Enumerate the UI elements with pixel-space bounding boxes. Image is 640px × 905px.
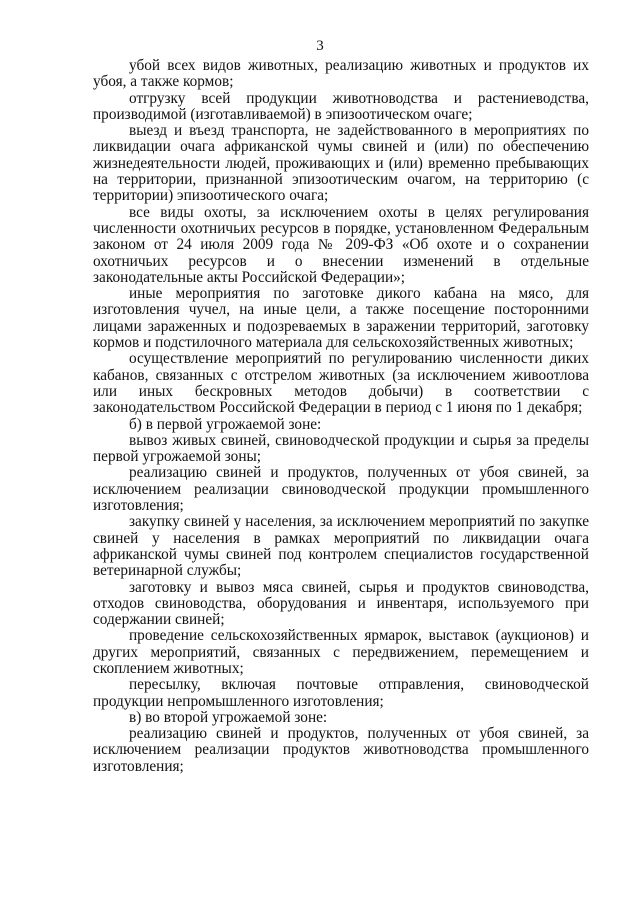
page-number: 3 (316, 38, 324, 54)
paragraph-shipment: отгрузку всей продукции животноводства и растениеводства, производимой (изготавливаемой) в эпизоотическом очаге; (93, 89, 589, 123)
paragraph-live-pig-export: вывоз живых свиней, свиноводческой продукции и сырья за пределы первой угрожаемой зоны; (93, 431, 589, 466)
paragraph-fairs: проведение сельскохозяйственных ярмарок, выставок (аукционов) и других мероприятий, связанных с передвижением, перемещением и скоплением животных; (93, 627, 589, 677)
heading-second-threat-zone: в) во второй угрожаемой зоне: (129, 708, 328, 726)
paragraph-boar-harvest: иные мероприятия по заготовке дикого кабана на мясо, для изготовления чучел, на иные цели, а также посещение посторонними лицами зараженных и подозреваемых в заражении территорий, заготовку кормов и подстилочного материала для сельскохозяйственных животных; (93, 285, 589, 352)
paragraph-pig-sales: реализацию свиней и продуктов, полученных от убоя свиней, за исключением реализации свиноводческой продукции промышленного изготовления; (93, 464, 589, 515)
heading-first-threat-zone: б) в первой угрожаемой зоне: (129, 415, 322, 433)
document-body (93, 58, 589, 775)
paragraph-slaughter: убой всех видов животных, реализацию животных и продуктов их убоя, а также кормов; (93, 57, 589, 91)
paragraph-mailing: пересылку, включая почтовые отправления, свиноводческой продукции непромышленного изготовления; (93, 676, 589, 710)
paragraph-boar-regulation: осуществление мероприятий по регулированию численности диких кабанов, связанных с отстрелом животных (за исключением живоотлова или иных бескровных методов добычи) в соответствии с законодательством Российской Федерации в период с 1 июня по 1 декабря; (93, 350, 589, 417)
paragraph-transport: выезд и въезд транспорта, не задействованного в мероприятиях по ликвидации очага африканской чумы свиней и (или) по обеспечению жизнедеятельности людей, проживающих и (или) временно пребывающих на территории, признанной эпизоотическим очагом, на территорию (с территории) эпизоотического очага; (93, 122, 589, 205)
paragraph-second-zone-sales: реализацию свиней и продуктов, полученных от убоя свиней, за исключением реализации продуктов животноводства промышленного изготовления; (93, 725, 589, 775)
paragraph-hunting: все виды охоты, за исключением охоты в целях регулирования численности охотничьих ресурсов в порядке, установленном Федеральным законом от 24 июля 2009 года № 209-ФЗ «Об охоте и о сохранении охотничьих ресурсов и о внесении изменений в отдельные законодательные акты Российской Федерации»; (93, 203, 589, 286)
paragraph-pig-purchase: закупку свиней у населения, за исключением мероприятий по закупке свиней у населения в рамках мероприятий по ликвидации очага африканской чумы свиней под контролем специалистов государственной ветеринарной службы; (93, 513, 589, 580)
paragraph-meat-harvest: заготовку и вывоз мяса свиней, сырья и продуктов свиноводства, отходов свиноводства, оборудования и инвентаря, используемого при содержании свиней; (93, 578, 589, 629)
